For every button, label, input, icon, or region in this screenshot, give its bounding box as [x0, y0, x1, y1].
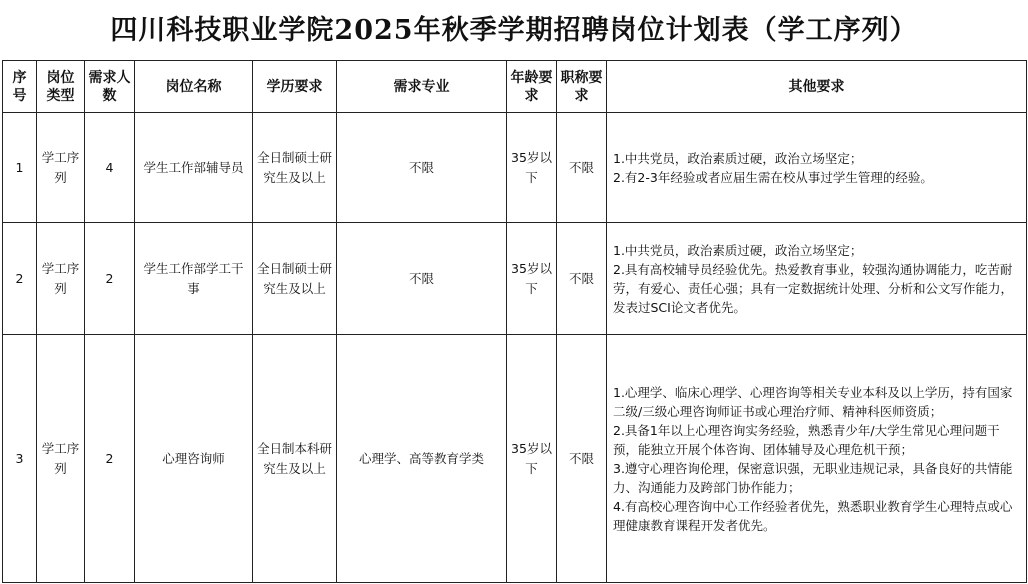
- table-row: [3, 223, 1027, 335]
- cell-other: [607, 335, 1027, 583]
- header-edu: 学历要求: [253, 61, 337, 113]
- cell-name: 学生工作部辅导员: [135, 113, 253, 223]
- header-major: 需求专业: [337, 61, 507, 113]
- cell-age: 35岁以下: [507, 335, 557, 583]
- table-row: [3, 335, 1027, 583]
- cell-count: 2: [85, 223, 135, 335]
- cell-edu: 全日制本科研究生及以上: [253, 335, 337, 583]
- requirement-item: 1.中共党员，政治素质过硬，政治立场坚定；: [613, 150, 863, 166]
- table-row: [3, 113, 1027, 223]
- cell-type: 学工序列: [37, 113, 85, 223]
- cell-title-req: 不限: [557, 335, 607, 583]
- cell-count: 4: [85, 113, 135, 223]
- requirement-item: 1.中共党员，政治素质过硬，政治立场坚定；: [613, 242, 863, 258]
- header-row: [3, 61, 1027, 113]
- requirement-item: 1.心理学、临床心理学、心理咨询等相关专业本科及以上学历，持有国家二级/三级心理咨询师证书或心理治疗师、精神科医师资质；: [613, 384, 1013, 419]
- cell-seq: 2: [3, 223, 37, 335]
- header-name: 岗位名称: [135, 61, 253, 113]
- header-title-req: 职称要求: [557, 61, 607, 113]
- header-type: 岗位类型: [37, 61, 85, 113]
- cell-type: 学工序列: [37, 223, 85, 335]
- cell-name: 学生工作部学工干事: [135, 223, 253, 335]
- requirement-item: 2.具备1年以上心理咨询实务经验，熟悉青少年/大学生常见心理问题干预，能独立开展个体咨询、团体辅导及心理危机干预；: [613, 422, 1000, 457]
- header-other: 其他要求: [607, 61, 1027, 113]
- cell-major: 心理学、高等教育学类: [337, 335, 507, 583]
- requirement-item: 2.具有高校辅导员经验优先。热爱教育事业，较强沟通协调能力，吃苦耐劳，有爱心、责任心强；具有一定数据统计处理、分析和公文写作能力，发表过SCI论文者优先。: [613, 261, 1014, 315]
- cell-other: [607, 113, 1027, 223]
- cell-major: 不限: [337, 223, 507, 335]
- cell-other: [607, 223, 1027, 335]
- header-age: 年龄要求: [507, 61, 557, 113]
- header-count: 需求人数: [85, 61, 135, 113]
- cell-title-req: 不限: [557, 223, 607, 335]
- cell-name: 心理咨询师: [135, 335, 253, 583]
- cell-seq: 1: [3, 113, 37, 223]
- cell-type: 学工序列: [37, 335, 85, 583]
- requirement-item: 2.有2-3年经验或者应届生需在校从事过学生管理的经验。: [613, 169, 933, 185]
- cell-edu: 全日制硕士研究生及以上: [253, 113, 337, 223]
- cell-count: 2: [85, 335, 135, 583]
- cell-seq: 3: [3, 335, 37, 583]
- requirement-item: 4.有高校心理咨询中心工作经验者优先，熟悉职业教育学生心理特点或心理健康教育课程开发者优先。: [613, 498, 1013, 533]
- cell-major: 不限: [337, 113, 507, 223]
- cell-edu: 全日制硕士研究生及以上: [253, 223, 337, 335]
- requirement-item: 3.遵守心理咨询伦理，保密意识强，无职业违规记录，具备良好的共情能力、沟通能力及跨部门协作能力；: [613, 460, 1013, 495]
- header-seq: 序号: [3, 61, 37, 113]
- page-title: 四川科技职业学院2025年秋季学期招聘岗位计划表（学工序列）: [110, 15, 918, 46]
- cell-age: 35岁以下: [507, 113, 557, 223]
- cell-age: 35岁以下: [507, 223, 557, 335]
- recruitment-table: [2, 60, 1027, 583]
- cell-title-req: 不限: [557, 113, 607, 223]
